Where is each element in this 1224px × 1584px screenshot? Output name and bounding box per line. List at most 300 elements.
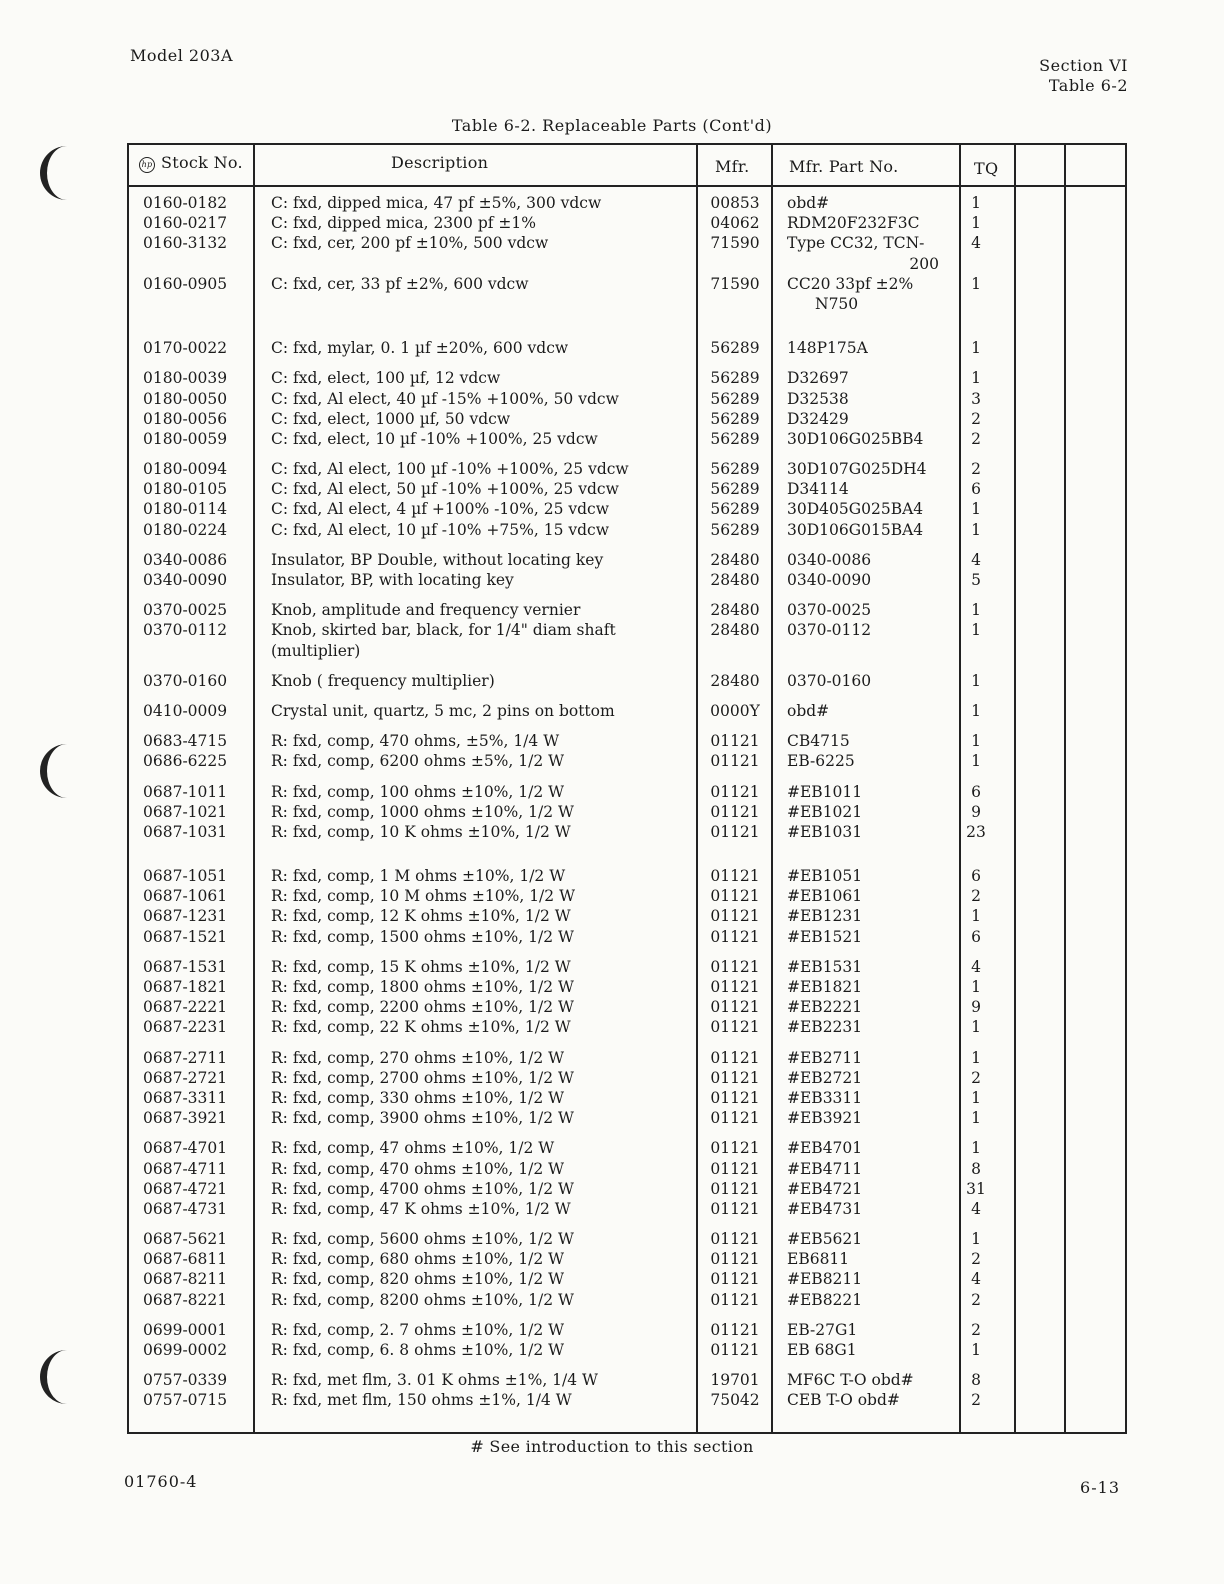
stock-number: 0687-4711 <box>143 1159 228 1178</box>
stock-number: 0687-1031 <box>143 822 228 841</box>
description: R: fxd, comp, 5600 ohms ±10%, 1/2 W <box>271 1230 574 1249</box>
manufacturer-part-number: #EB1521 <box>787 927 863 946</box>
manufacturer-code: 01121 <box>710 927 760 946</box>
stock-number: 0340-0086 <box>143 550 228 569</box>
manufacturer-code: 28480 <box>710 601 760 620</box>
stock-number: 0687-1051 <box>143 867 228 886</box>
manufacturer-part-number: #EB5621 <box>787 1230 863 1249</box>
manufacturer-part-number: #EB2231 <box>787 1018 863 1037</box>
total-quantity: 1 <box>971 194 981 212</box>
table-row <box>129 1068 1125 1088</box>
manufacturer-code: 01121 <box>710 1179 760 1198</box>
table-row <box>129 866 1125 886</box>
description: R: fxd, comp, 47 K ohms ±10%, 1/2 W <box>271 1199 571 1218</box>
manufacturer-part-number: 30D107G025DH4 <box>787 460 927 479</box>
table-row <box>129 1108 1125 1128</box>
total-quantity: 1 <box>971 1109 981 1128</box>
manufacturer-part-number: D34114 <box>787 480 849 499</box>
manufacturer-part-number: 0370-0025 <box>787 601 872 620</box>
table-row <box>129 641 1125 661</box>
stock-number: 0687-3921 <box>143 1109 228 1128</box>
description: R: fxd, comp, 1800 ohms ±10%, 1/2 W <box>271 978 574 996</box>
description: R: fxd, comp, 6. 8 ohms ±10%, 1/2 W <box>271 1341 565 1359</box>
manufacturer-part-number: #EB1531 <box>787 957 863 976</box>
manufacturer-part-number: #EB4731 <box>787 1199 863 1218</box>
total-quantity: 1 <box>971 601 981 620</box>
manufacturer-code: 01121 <box>710 1270 760 1289</box>
manufacturer-code: 01121 <box>710 1109 760 1128</box>
manufacturer-code: 75042 <box>710 1391 760 1410</box>
total-quantity: 23 <box>966 822 986 841</box>
total-quantity: 6 <box>971 927 981 946</box>
manufacturer-part-number: CB4715 <box>787 732 850 751</box>
stock-number: 0340-0090 <box>143 571 228 589</box>
stock-number: 0687-2231 <box>143 1018 228 1037</box>
manufacturer-code: 01121 <box>710 887 760 906</box>
table-row <box>129 731 1125 751</box>
table-row <box>129 1390 1125 1410</box>
manufacturer-code: 04062 <box>710 214 760 233</box>
manufacturer-code: 28480 <box>710 550 760 569</box>
description: R: fxd, comp, 470 ohms ±10%, 1/2 W <box>271 1159 565 1178</box>
table-row <box>129 389 1125 409</box>
table-row <box>129 1017 1125 1037</box>
manufacturer-part-number: 30D106G015BA4 <box>787 520 924 539</box>
table-row <box>129 459 1125 479</box>
description: R: fxd, comp, 680 ohms ±10%, 1/2 W <box>271 1250 565 1269</box>
manufacturer-part-number: RDM20F232F3C <box>787 214 920 233</box>
table-row <box>129 751 1125 771</box>
manufacturer-code: 71590 <box>710 274 760 293</box>
description: Knob, amplitude and frequency vernier <box>271 601 581 620</box>
stock-number: 0180-0050 <box>143 389 228 408</box>
stock-number: 0683-4715 <box>143 732 228 751</box>
manufacturer-code: 01121 <box>710 867 760 886</box>
description: C: fxd, elect, 10 µf -10% +100%, 25 vdcw <box>271 429 598 448</box>
table-row <box>129 701 1125 721</box>
manufacturer-part-number: #EB1031 <box>787 822 863 841</box>
table-row <box>129 254 1125 274</box>
table-row <box>129 1290 1125 1310</box>
total-quantity: 4 <box>971 1270 981 1289</box>
description: R: fxd, comp, 1500 ohms ±10%, 1/2 W <box>271 927 574 946</box>
table-row <box>129 1179 1125 1199</box>
manufacturer-code: 56289 <box>710 520 760 539</box>
manufacturer-part-number: obd# <box>787 194 830 212</box>
stock-number: 0687-1061 <box>143 887 228 906</box>
manufacturer-part-number: #EB1231 <box>787 907 863 926</box>
stock-number: 0160-0905 <box>143 274 228 293</box>
description: C: fxd, mylar, 0. 1 µf ±20%, 600 vdcw <box>271 339 569 358</box>
manufacturer-code: 56289 <box>710 369 760 388</box>
total-quantity: 2 <box>971 409 981 428</box>
table-row <box>129 1229 1125 1249</box>
description: C: fxd, Al elect, 50 µf -10% +100%, 25 vdcw <box>271 480 619 499</box>
table-row <box>129 193 1125 213</box>
total-quantity: 9 <box>971 802 981 821</box>
total-quantity: 2 <box>971 429 981 448</box>
table-row <box>129 368 1125 388</box>
manufacturer-part-number: 148P175A <box>787 339 868 358</box>
footnote: # See introduction to this section <box>470 1437 754 1456</box>
table-row <box>129 338 1125 358</box>
description: (multiplier) <box>271 641 361 660</box>
section-title: Section VI <box>1039 56 1128 75</box>
manufacturer-code: 01121 <box>710 1159 760 1178</box>
stock-number: 0687-1521 <box>143 927 228 946</box>
manufacturer-part-number: #EB4701 <box>787 1139 863 1158</box>
table-row <box>129 1199 1125 1219</box>
total-quantity: 2 <box>971 460 981 479</box>
manufacturer-part-number: 0370-0160 <box>787 671 872 690</box>
table-row <box>129 1138 1125 1158</box>
stock-number: 0686-6225 <box>143 752 228 771</box>
table-row <box>129 1048 1125 1068</box>
manufacturer-code: 56289 <box>710 409 760 428</box>
manufacturer-part-number: Type CC32, TCN- <box>787 234 925 253</box>
manufacturer-code: 01121 <box>710 822 760 841</box>
manufacturer-part-number: EB 68G1 <box>787 1341 857 1359</box>
total-quantity: 1 <box>971 978 981 996</box>
table-row <box>129 570 1125 590</box>
manufacturer-code: 01121 <box>710 907 760 926</box>
table-body <box>129 193 1125 1411</box>
manufacturer-code: 56289 <box>710 460 760 479</box>
column-header-tq: TQ <box>974 159 999 178</box>
binder-hole-mark <box>40 1350 81 1404</box>
description: C: fxd, cer, 33 pf ±2%, 600 vdcw <box>271 274 529 293</box>
stock-number: 0687-8221 <box>143 1290 228 1309</box>
table-row <box>129 977 1125 997</box>
manufacturer-part-number: #EB3921 <box>787 1109 863 1128</box>
manufacturer-code: 28480 <box>710 621 760 640</box>
table-row <box>129 906 1125 926</box>
stock-number: 0160-0217 <box>143 214 228 233</box>
manufacturer-code: 01121 <box>710 1341 760 1359</box>
manufacturer-part-number: #EB2221 <box>787 998 863 1017</box>
total-quantity: 31 <box>966 1179 986 1198</box>
table-row <box>129 1370 1125 1390</box>
table-row <box>129 782 1125 802</box>
manufacturer-code: 01121 <box>710 1068 760 1087</box>
manufacturer-part-number: N750 <box>815 294 859 313</box>
stock-number: 0160-3132 <box>143 234 228 253</box>
total-quantity: 1 <box>971 339 981 358</box>
stock-number: 0699-0001 <box>143 1320 228 1339</box>
total-quantity: 2 <box>971 1320 981 1339</box>
stock-number: 0180-0056 <box>143 409 228 428</box>
manufacturer-code: 56289 <box>710 480 760 499</box>
stock-number: 0687-1231 <box>143 907 228 926</box>
stock-number: 0180-0094 <box>143 460 228 479</box>
table-reference: Table 6-2 <box>1048 76 1128 95</box>
section-label <box>1039 56 1128 96</box>
total-quantity: 3 <box>971 389 981 408</box>
stock-number: 0687-8211 <box>143 1270 228 1289</box>
manufacturer-code: 56289 <box>710 389 760 408</box>
table-row <box>129 886 1125 906</box>
stock-number: 0180-0224 <box>143 520 228 539</box>
table-row <box>129 1088 1125 1108</box>
stock-number: 0180-0114 <box>143 500 228 519</box>
manufacturer-code: 01121 <box>710 1018 760 1037</box>
total-quantity: 4 <box>971 1199 981 1218</box>
stock-number: 0687-1021 <box>143 802 228 821</box>
manufacturer-code: 01121 <box>710 1230 760 1249</box>
table-row <box>129 550 1125 570</box>
stock-number: 0687-2721 <box>143 1068 228 1087</box>
manufacturer-part-number: CC20 33pf ±2% <box>787 274 914 293</box>
description: R: fxd, comp, 12 K ohms ±10%, 1/2 W <box>271 907 571 926</box>
stock-number: 0180-0039 <box>143 369 228 388</box>
total-quantity: 5 <box>971 571 981 589</box>
total-quantity: 1 <box>971 621 981 640</box>
page-number: 6-13 <box>1080 1478 1120 1497</box>
description: Insulator, BP, with locating key <box>271 571 514 589</box>
manufacturer-part-number: EB-27G1 <box>787 1320 858 1339</box>
manufacturer-code: 28480 <box>710 571 760 589</box>
stock-number: 0180-0059 <box>143 429 228 448</box>
manufacturer-code: 01121 <box>710 1199 760 1218</box>
description: R: fxd, comp, 1000 ohms ±10%, 1/2 W <box>271 802 574 821</box>
binder-hole-mark <box>40 744 81 798</box>
manufacturer-part-number: #EB4711 <box>787 1159 863 1178</box>
description: C: fxd, dipped mica, 47 pf ±5%, 300 vdcw <box>271 194 602 212</box>
total-quantity: 6 <box>971 782 981 801</box>
total-quantity: 1 <box>971 732 981 751</box>
description: R: fxd, comp, 100 ohms ±10%, 1/2 W <box>271 782 565 801</box>
manufacturer-code: 01121 <box>710 782 760 801</box>
description: C: fxd, Al elect, 10 µf -10% +75%, 15 vdcw <box>271 520 609 539</box>
manufacturer-part-number: obd# <box>787 701 830 720</box>
table-row <box>129 213 1125 233</box>
stock-number: 0687-1011 <box>143 782 228 801</box>
stock-number: 0180-0105 <box>143 480 228 499</box>
parts-table <box>127 143 1127 1434</box>
total-quantity: 1 <box>971 1341 981 1359</box>
total-quantity: 1 <box>971 369 981 388</box>
total-quantity: 1 <box>971 701 981 720</box>
manufacturer-code: 00853 <box>710 194 760 212</box>
description: C: fxd, elect, 100 µf, 12 vdcw <box>271 369 501 388</box>
manufacturer-code: 28480 <box>710 671 760 690</box>
total-quantity: 4 <box>971 234 981 253</box>
manufacturer-part-number: #EB1061 <box>787 887 863 906</box>
total-quantity: 1 <box>971 214 981 233</box>
manufacturer-part-number: #EB8221 <box>787 1290 863 1309</box>
manufacturer-code: 01121 <box>710 752 760 771</box>
table-row <box>129 997 1125 1017</box>
description: R: fxd, comp, 2. 7 ohms ±10%, 1/2 W <box>271 1320 565 1339</box>
table-row <box>129 1340 1125 1360</box>
table-row <box>129 233 1125 253</box>
description: C: fxd, cer, 200 pf ±10%, 500 vdcw <box>271 234 549 253</box>
total-quantity: 2 <box>971 887 981 906</box>
description: R: fxd, comp, 470 ohms, ±5%, 1/4 W <box>271 732 560 751</box>
description: R: fxd, comp, 820 ohms ±10%, 1/2 W <box>271 1270 565 1289</box>
total-quantity: 1 <box>971 671 981 690</box>
stock-number: 0687-6811 <box>143 1250 228 1269</box>
manufacturer-code: 71590 <box>710 234 760 253</box>
table-row <box>129 520 1125 540</box>
manufacturer-part-number: #EB1021 <box>787 802 863 821</box>
manufacturer-code: 56289 <box>710 339 760 358</box>
manufacturer-part-number: 0370-0112 <box>787 621 872 640</box>
manufacturer-part-number: 0340-0090 <box>787 571 872 589</box>
stock-number: 0370-0025 <box>143 601 228 620</box>
manufacturer-code: 01121 <box>710 1139 760 1158</box>
manufacturer-code: 01121 <box>710 998 760 1017</box>
stock-number: 0699-0002 <box>143 1341 228 1359</box>
manufacturer-part-number: 30D106G025BB4 <box>787 429 924 448</box>
description: R: fxd, comp, 10 K ohms ±10%, 1/2 W <box>271 822 571 841</box>
table-row <box>129 1320 1125 1340</box>
total-quantity: 1 <box>971 520 981 539</box>
stock-number: 0687-5621 <box>143 1230 228 1249</box>
table-row <box>129 499 1125 519</box>
total-quantity: 1 <box>971 500 981 519</box>
stock-number: 0687-1531 <box>143 957 228 976</box>
model-label: Model 203A <box>130 46 234 65</box>
column-header-mfr-part: Mfr. Part No. <box>789 157 899 176</box>
manufacturer-part-number: #EB1011 <box>787 782 863 801</box>
table-row <box>129 620 1125 640</box>
description: R: fxd, comp, 2700 ohms ±10%, 1/2 W <box>271 1068 574 1087</box>
table-row <box>129 1159 1125 1179</box>
total-quantity: 8 <box>971 1159 981 1178</box>
total-quantity: 9 <box>971 998 981 1017</box>
manufacturer-part-number: 200 <box>909 254 939 273</box>
manufacturer-part-number: EB-6225 <box>787 752 855 771</box>
description: C: fxd, elect, 1000 µf, 50 vdcw <box>271 409 511 428</box>
description: R: fxd, comp, 6200 ohms ±5%, 1/2 W <box>271 752 565 771</box>
table-row <box>129 1269 1125 1289</box>
stock-number: 0410-0009 <box>143 701 228 720</box>
total-quantity: 1 <box>971 1230 981 1249</box>
manufacturer-part-number: #EB2721 <box>787 1068 863 1087</box>
manufacturer-code: 01121 <box>710 732 760 751</box>
description: R: fxd, comp, 270 ohms ±10%, 1/2 W <box>271 1048 565 1067</box>
manufacturer-part-number: D32697 <box>787 369 849 388</box>
total-quantity: 2 <box>971 1290 981 1309</box>
hp-logo-icon: hp <box>139 157 155 173</box>
table-row <box>129 927 1125 947</box>
stock-number: 0687-2221 <box>143 998 228 1017</box>
description: R: fxd, comp, 1 M ohms ±10%, 1/2 W <box>271 867 566 886</box>
stock-number: 0687-4701 <box>143 1139 228 1158</box>
description: R: fxd, comp, 330 ohms ±10%, 1/2 W <box>271 1088 565 1107</box>
description: Crystal unit, quartz, 5 mc, 2 pins on bottom <box>271 701 615 720</box>
manufacturer-part-number: EB6811 <box>787 1250 850 1269</box>
description: R: fxd, comp, 2200 ohms ±10%, 1/2 W <box>271 998 574 1017</box>
stock-number: 0370-0160 <box>143 671 228 690</box>
total-quantity: 4 <box>971 550 981 569</box>
total-quantity: 1 <box>971 1048 981 1067</box>
manufacturer-code: 19701 <box>710 1371 760 1390</box>
column-header-stock: hp Stock No. <box>139 153 243 173</box>
total-quantity: 1 <box>971 1018 981 1037</box>
stock-number: 0687-1821 <box>143 978 228 996</box>
description: Knob, skirted bar, black, for 1/4" diam shaft <box>271 621 616 640</box>
manufacturer-code: 01121 <box>710 1320 760 1339</box>
manufacturer-part-number: D32429 <box>787 409 849 428</box>
manufacturer-part-number: #EB4721 <box>787 1179 863 1198</box>
stock-number: 0687-4721 <box>143 1179 228 1198</box>
table-row <box>129 957 1125 977</box>
manufacturer-code: 01121 <box>710 1048 760 1067</box>
manufacturer-part-number: #EB3311 <box>787 1088 863 1107</box>
table-row <box>129 274 1125 294</box>
description: C: fxd, Al elect, 4 µf +100% -10%, 25 vdcw <box>271 500 609 519</box>
manufacturer-part-number: MF6C T-O obd# <box>787 1371 914 1390</box>
manufacturer-code: 56289 <box>710 500 760 519</box>
manufacturer-code: 01121 <box>710 1088 760 1107</box>
description: R: fxd, comp, 3900 ohms ±10%, 1/2 W <box>271 1109 574 1128</box>
manufacturer-code: 01121 <box>710 802 760 821</box>
total-quantity: 1 <box>971 1139 981 1158</box>
description: R: fxd, comp, 4700 ohms ±10%, 1/2 W <box>271 1179 574 1198</box>
table-row <box>129 802 1125 822</box>
stock-number: 0160-0182 <box>143 194 228 212</box>
total-quantity: 6 <box>971 480 981 499</box>
column-header-description: Description <box>391 153 489 172</box>
stock-number: 0757-0339 <box>143 1371 228 1390</box>
manufacturer-code: 01121 <box>710 978 760 996</box>
table-row <box>129 1249 1125 1269</box>
table-row <box>129 294 1125 314</box>
description: C: fxd, Al elect, 100 µf -10% +100%, 25 vdcw <box>271 460 629 479</box>
total-quantity: 2 <box>971 1391 981 1410</box>
description: R: fxd, met flm, 3. 01 K ohms ±1%, 1/4 W <box>271 1371 598 1390</box>
manufacturer-code: 56289 <box>710 429 760 448</box>
stock-number: 0370-0112 <box>143 621 228 640</box>
manufacturer-code: 01121 <box>710 1250 760 1269</box>
total-quantity: 1 <box>971 907 981 926</box>
column-header-mfr: Mfr. <box>715 157 750 176</box>
total-quantity: 8 <box>971 1371 981 1390</box>
manufacturer-part-number: D32538 <box>787 389 849 408</box>
manufacturer-code: 01121 <box>710 957 760 976</box>
total-quantity: 1 <box>971 1088 981 1107</box>
manufacturer-part-number: 0340-0086 <box>787 550 872 569</box>
stock-number: 0687-2711 <box>143 1048 228 1067</box>
description: R: fxd, comp, 47 ohms ±10%, 1/2 W <box>271 1139 555 1158</box>
description: R: fxd, comp, 22 K ohms ±10%, 1/2 W <box>271 1018 571 1037</box>
binder-hole-mark <box>40 146 81 200</box>
stock-number: 0757-0715 <box>143 1391 228 1410</box>
total-quantity: 1 <box>971 752 981 771</box>
table-row <box>129 429 1125 449</box>
total-quantity: 2 <box>971 1068 981 1087</box>
description: C: fxd, dipped mica, 2300 pf ±1% <box>271 214 536 233</box>
stock-number: 0687-4731 <box>143 1199 228 1218</box>
table-row <box>129 479 1125 499</box>
document-number: 01760-4 <box>124 1472 198 1491</box>
manufacturer-part-number: #EB2711 <box>787 1048 863 1067</box>
description: R: fxd, comp, 10 M ohms ±10%, 1/2 W <box>271 887 575 906</box>
manufacturer-part-number: 30D405G025BA4 <box>787 500 924 519</box>
table-row <box>129 409 1125 429</box>
table-row <box>129 671 1125 691</box>
total-quantity: 4 <box>971 957 981 976</box>
table-row <box>129 600 1125 620</box>
total-quantity: 6 <box>971 867 981 886</box>
manufacturer-part-number: #EB1051 <box>787 867 863 886</box>
manufacturer-code: 01121 <box>710 1290 760 1309</box>
stock-number: 0687-3311 <box>143 1088 228 1107</box>
description: Insulator, BP Double, without locating key <box>271 550 604 569</box>
stock-number: 0170-0022 <box>143 339 228 358</box>
